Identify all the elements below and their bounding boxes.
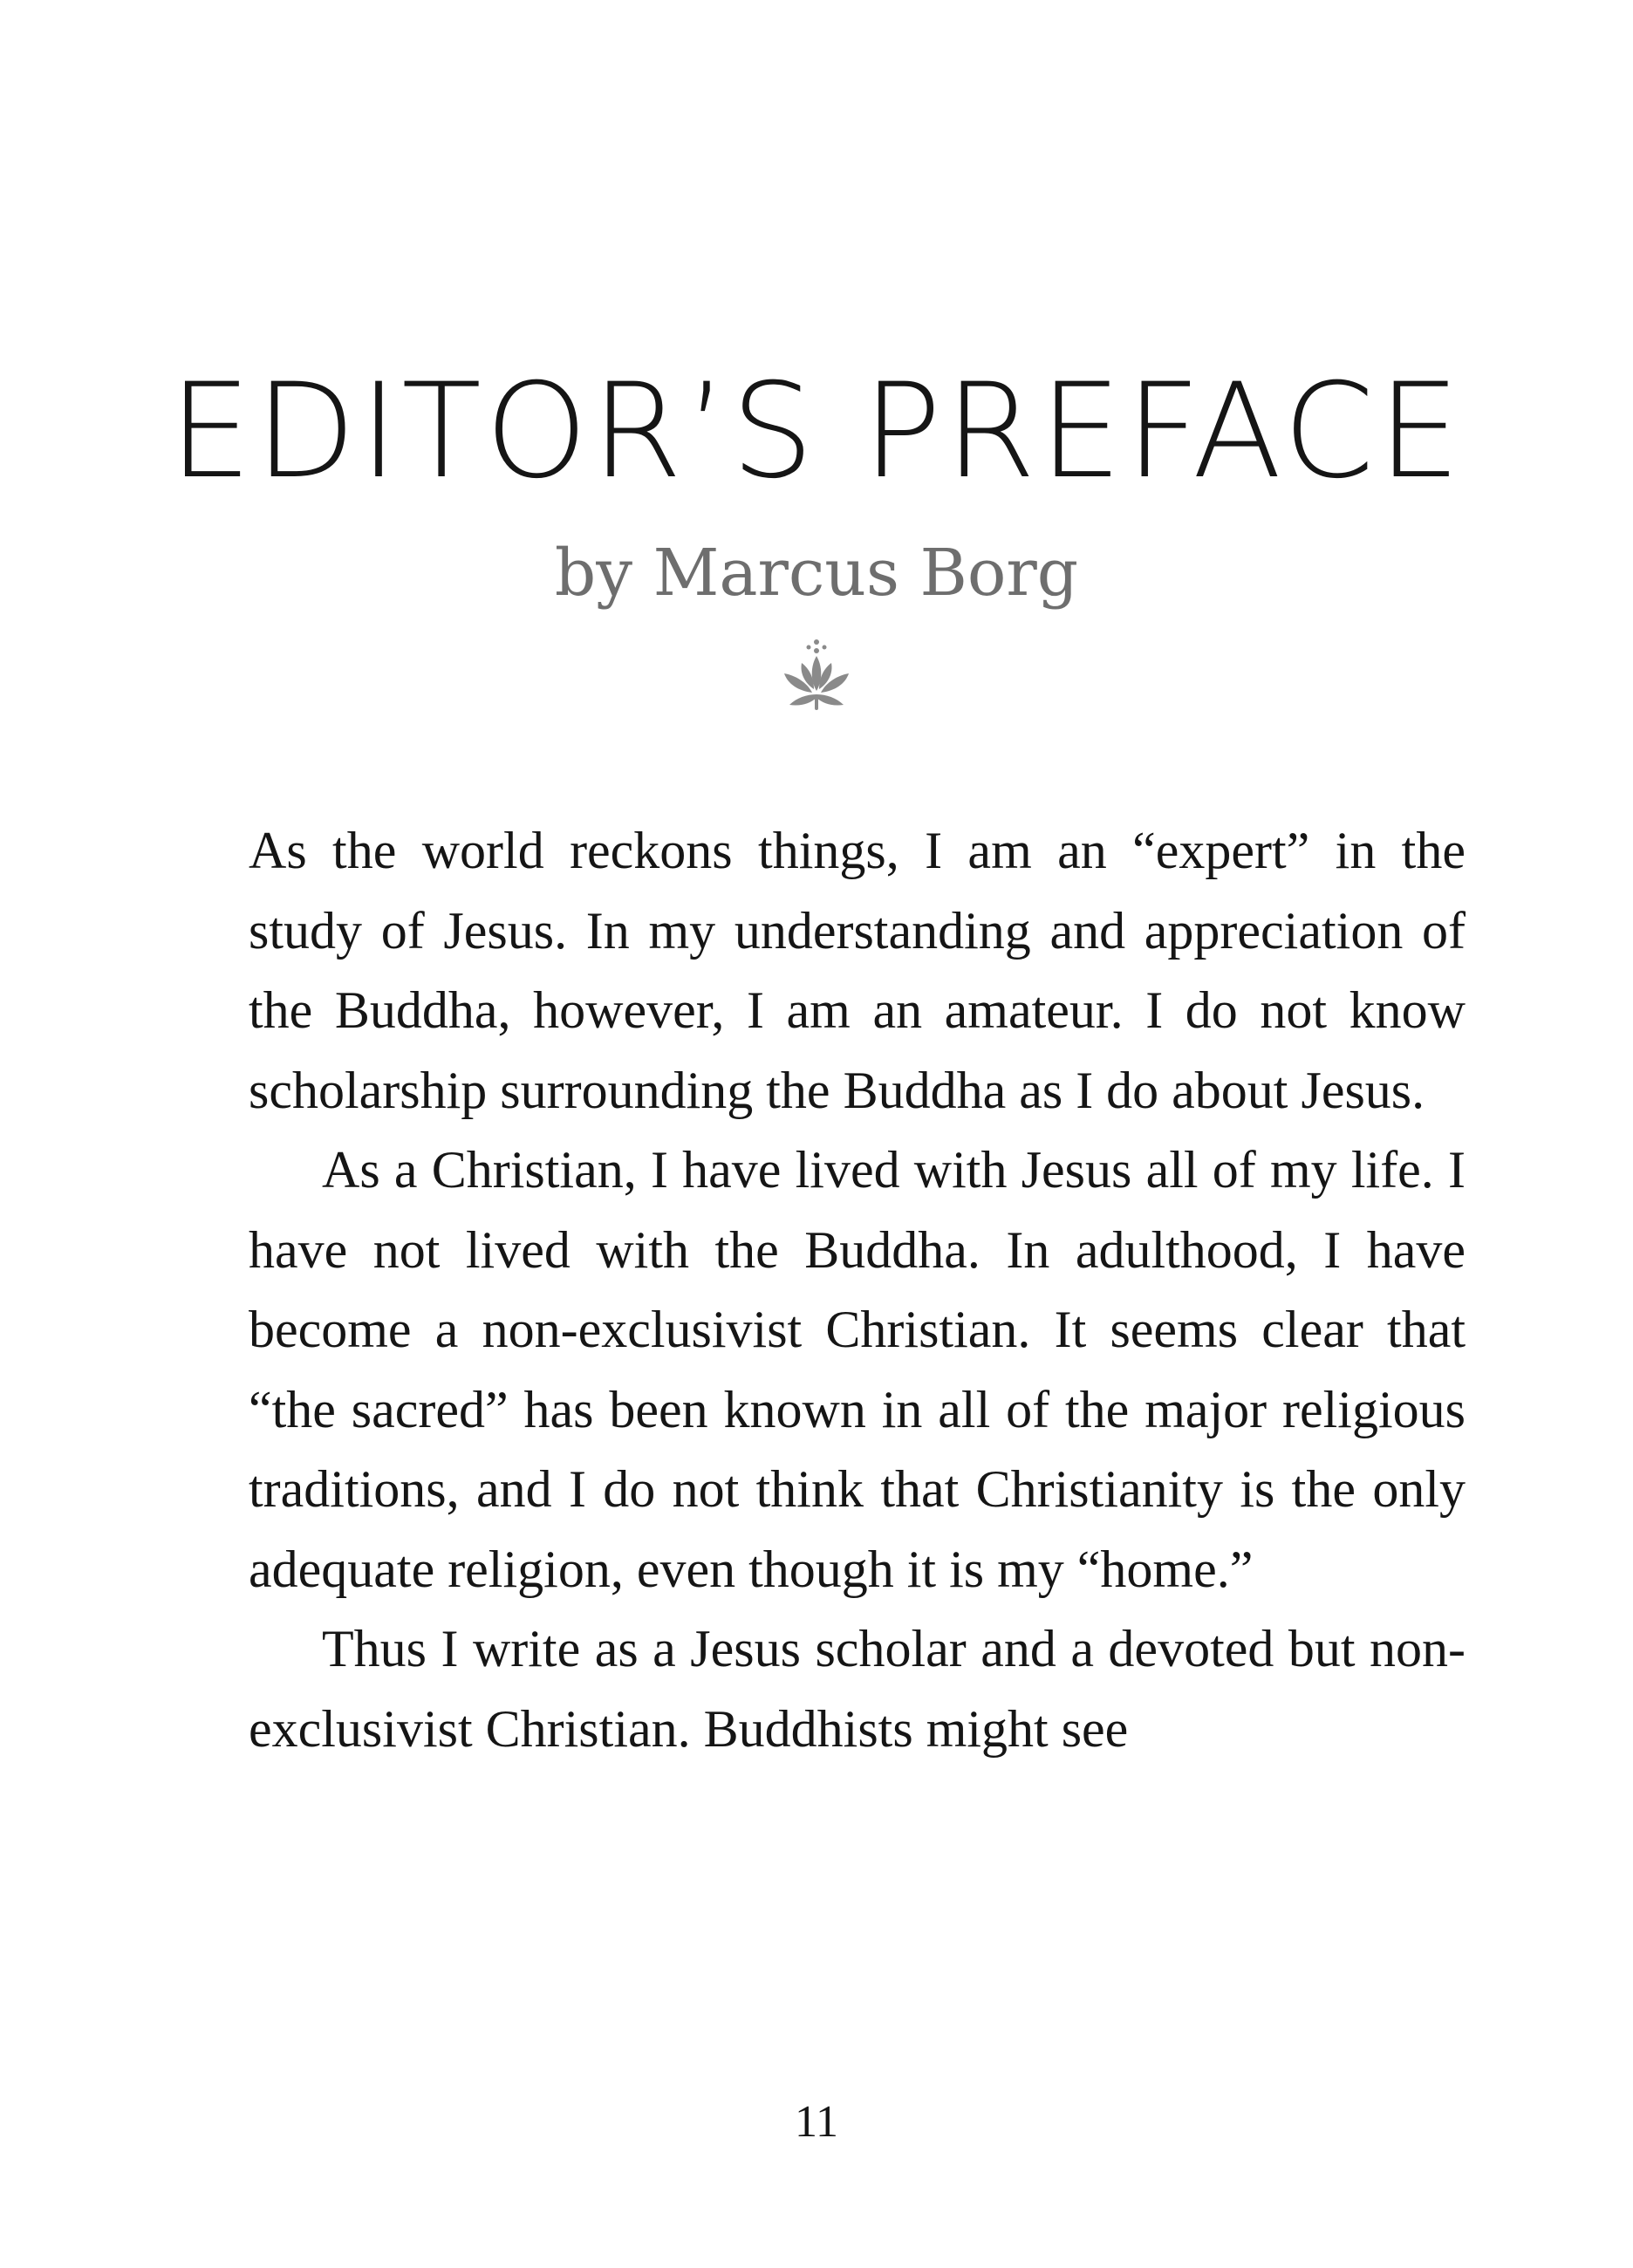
lotus-ornament-icon xyxy=(777,637,856,715)
author-byline: by Marcus Borg xyxy=(554,536,1079,611)
paragraph-3: Thus I write as a Jesus scholar and a devoted but non-exclusivist Christian. Buddhists might see xyxy=(249,1620,1466,1758)
paragraph-1: As the world reckons things, I am an “expert” in the study of Jesus. In my understanding and appreciation of the Buddha, however, I am an amateur. I do not know scholarship surrounding the Buddha as I do about Jesus. xyxy=(249,822,1466,1119)
page-title: EDITOR’S PREFACE xyxy=(168,356,1465,508)
page-number: 11 xyxy=(794,2097,839,2147)
body-text xyxy=(249,811,1466,1769)
paragraph-2: As a Christian, I have lived with Jesus all of my life. I have not lived with the Buddha. In adulthood, I have become a non-exclusivist Christian. It seems clear that “the sacred” has been known in all of the major religious traditions, and I do not think that Christianity is the only adequate religion, even though it is my “home.” xyxy=(249,1141,1466,1598)
